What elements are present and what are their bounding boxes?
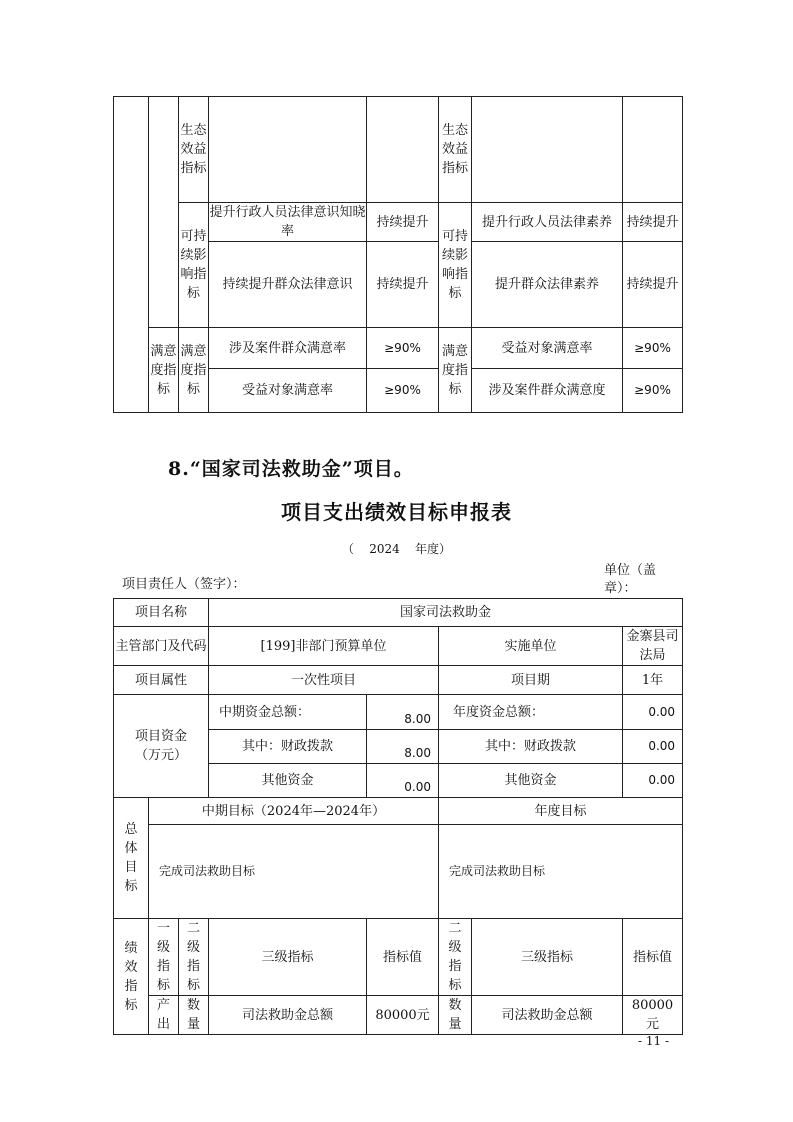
year-fiscal-label: 其中：财政拨款 <box>439 730 623 764</box>
indicator-value: 持续提升 <box>623 203 683 242</box>
mid-total-label: 中期资金总额： <box>209 695 367 730</box>
right-l3-header: 三级指标 <box>472 919 623 996</box>
row-value: 80000元 <box>367 996 439 1035</box>
year-total-value: 0.00 <box>623 695 683 730</box>
indicator-name: 提升行政人员法律素养 <box>472 203 623 242</box>
indicator-value: 持续提升 <box>623 242 683 328</box>
page-number: - 11 - <box>638 1034 670 1048</box>
l1-header: 一级指标 <box>149 919 179 996</box>
indicator-value: ≥90% <box>623 328 683 369</box>
performance-target-form <box>113 598 683 1035</box>
empty-cell <box>623 97 683 203</box>
perf-indicator-label: 绩效指标 <box>114 919 149 1035</box>
year-line: （ 2024 年度） <box>341 542 452 556</box>
l3-header: 三级指标 <box>209 919 367 996</box>
project-name-value: 国家司法救助金 <box>209 599 683 627</box>
indicator-name: 涉及案件群众满意度 <box>472 369 623 413</box>
mid-goal-header: 中期目标（2024年—2024年） <box>149 798 439 825</box>
row-right-value: 80000元 <box>623 996 683 1035</box>
indicator-value: 持续提升 <box>367 203 439 242</box>
empty-cell <box>209 97 367 203</box>
responsible-person-label: 项目责任人（签字）： <box>122 577 246 592</box>
year-other-value: 0.00 <box>623 764 683 798</box>
empty-cell <box>367 97 439 203</box>
blank-left-column <box>114 97 149 413</box>
year-fiscal-value: 0.00 <box>623 730 683 764</box>
mid-fiscal-label: 其中：财政拨款 <box>209 730 367 764</box>
indicator-name: 提升行政人员法律意识知晓率 <box>209 203 367 242</box>
row-right-l2: 数量 <box>439 996 472 1035</box>
overall-goal-label: 总体目标 <box>114 798 149 919</box>
form-title: 项目支出绩效目标申报表 <box>281 500 512 524</box>
indicator-value: ≥90% <box>623 369 683 413</box>
project-name-label: 项目名称 <box>114 599 209 627</box>
indicator-name: 受益对象满意率 <box>209 369 367 413</box>
mid-other-value: 0.00 <box>367 764 439 798</box>
dept-value: [199]非部门预算单位 <box>209 627 439 666</box>
mid-goal-text: 完成司法救助目标 <box>149 825 439 919</box>
l1-sat-cell: 满意度指标 <box>149 328 179 413</box>
l2-eco-cell: 生态效益指标 <box>179 97 209 203</box>
right-value-header: 指标值 <box>623 919 683 996</box>
attr-value: 一次性项目 <box>209 666 439 695</box>
indicator-name: 持续提升群众法律意识 <box>209 242 367 328</box>
l2-sat-cell-right: 满意度指标 <box>439 328 472 413</box>
l2-sust-cell-right: 可持续影响指标 <box>439 203 472 328</box>
year-other-label: 其他资金 <box>439 764 623 798</box>
year-goal-text: 完成司法救助目标 <box>439 825 683 919</box>
indicator-value: 持续提升 <box>367 242 439 328</box>
l2-header: 二级指标 <box>179 919 209 996</box>
row-l2: 数量 <box>179 996 209 1035</box>
mid-other-label: 其他资金 <box>209 764 367 798</box>
indicator-value: ≥90% <box>367 369 439 413</box>
period-label: 项目期 <box>439 666 623 695</box>
period-value: 1年 <box>623 666 683 695</box>
blank-level1-cell <box>149 97 179 328</box>
mid-fiscal-value: 8.00 <box>367 730 439 764</box>
performance-indicator-table-continued <box>113 96 683 413</box>
empty-cell <box>472 97 623 203</box>
right-l2-header: 二级指标 <box>439 919 472 996</box>
indicator-name: 受益对象满意率 <box>472 328 623 369</box>
row-l1: 产出 <box>149 996 179 1035</box>
l2-sat-cell: 满意度指标 <box>179 328 209 413</box>
unit-seal-label: 单位（盖章）： <box>604 563 657 596</box>
impl-unit-label: 实施单位 <box>439 627 623 666</box>
year-goal-header: 年度目标 <box>439 798 683 825</box>
dept-label: 主管部门及代码 <box>114 627 209 666</box>
attr-label: 项目属性 <box>114 666 209 695</box>
fund-label: 项目资金（万元） <box>114 695 209 798</box>
l2-sust-cell: 可持续影响指标 <box>179 203 209 328</box>
indicator-name: 提升群众法律素养 <box>472 242 623 328</box>
row-l3: 司法救助金总额 <box>209 996 367 1035</box>
row-right-l3: 司法救助金总额 <box>472 996 623 1035</box>
year-total-label: 年度资金总额： <box>439 695 623 730</box>
mid-total-value: 8.00 <box>367 695 439 730</box>
impl-unit-value: 金寨县司法局 <box>623 627 683 666</box>
value-header: 指标值 <box>367 919 439 996</box>
l2-eco-cell-right: 生态效益指标 <box>439 97 472 203</box>
indicator-value: ≥90% <box>367 328 439 369</box>
indicator-name: 涉及案件群众满意率 <box>209 328 367 369</box>
section-heading: 8.“国家司法救助金”项目。 <box>168 458 414 480</box>
